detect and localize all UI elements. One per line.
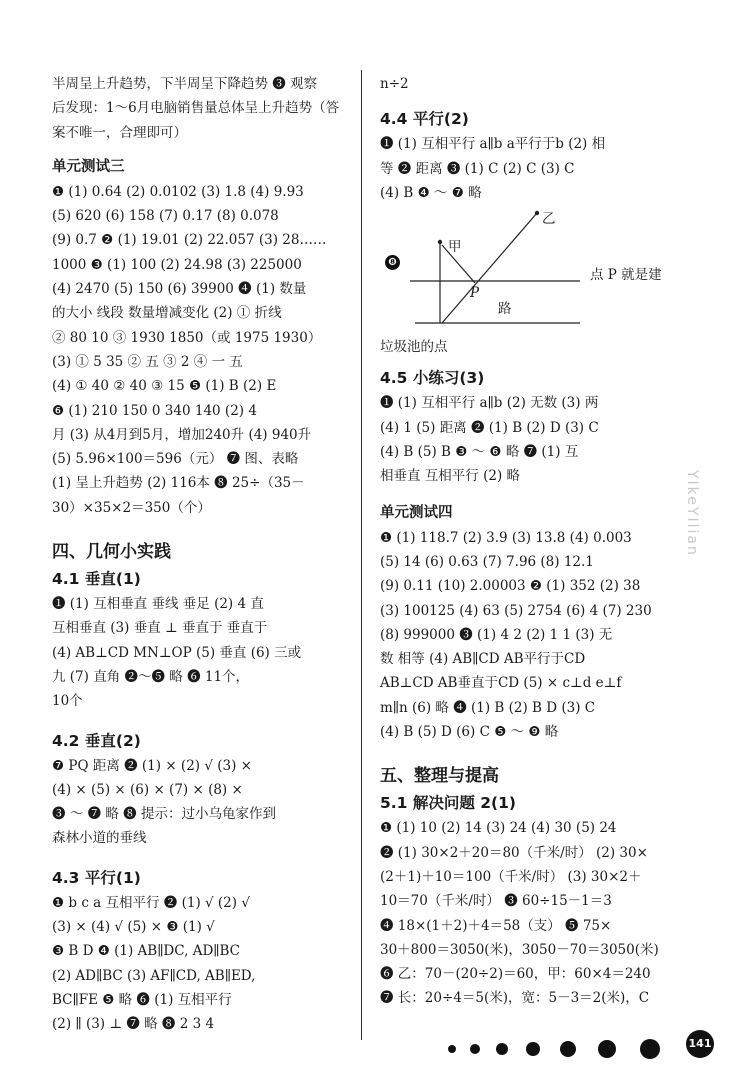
decor-dot bbox=[448, 1045, 456, 1053]
text-line: (9) 0.7 ❷ (1) 19.01 (2) 22.057 (3) 28…… bbox=[52, 232, 327, 249]
decor-dot bbox=[598, 1040, 616, 1058]
text-line: ❸ B D ❹ (1) AB∥DC, AD∥BC bbox=[52, 943, 240, 960]
section-title-4-5: 4.5 小练习(3) bbox=[380, 369, 485, 388]
text-line: (4) 1 (5) 距离 ❷ (1) B (2) D (3) C bbox=[380, 419, 599, 436]
text-line: 10个 bbox=[52, 693, 83, 710]
section-title-4-1: 4.1 垂直(1) bbox=[52, 570, 141, 589]
section-title-4-4: 4.4 平行(2) bbox=[380, 110, 469, 129]
chapter-title-4: 四、几何小实践 bbox=[52, 542, 171, 563]
text-line: (2＋1)＋10＝100（千米/时） (3) 30×2＋ bbox=[380, 868, 642, 885]
right-column bbox=[380, 72, 680, 1011]
decor-dot bbox=[470, 1044, 480, 1054]
text-line: (5) 5.96×100＝596（元） ❼ 图、表略 bbox=[52, 451, 299, 468]
text-line: 九 (7) 直角 ❷～❺ 略 ❻ 11个， bbox=[52, 668, 250, 685]
text-line: (2) ∥ (3) ⊥ ❼ 略 ❽ 2 3 4 bbox=[52, 1016, 215, 1033]
text-line: ❶ (1) 互相垂直 垂线 垂足 (2) 4 直 bbox=[52, 596, 264, 613]
unit3-answers bbox=[52, 180, 348, 520]
text-line: ❼ PQ 距离 ❷ (1) × (2) √ (3) × bbox=[52, 757, 252, 774]
text-line: ❼ 长：20÷4＝5(米)，宽：5－3＝2(米)，C bbox=[380, 990, 650, 1007]
column-divider bbox=[361, 70, 362, 1040]
text-line: 月 (3) 从4月到5月，增加240升 (4) 940升 bbox=[52, 426, 312, 443]
decor-dot bbox=[560, 1041, 576, 1057]
text-line: 森林小道的垂线 bbox=[52, 830, 147, 847]
text-line: ❸ ～ ❼ 略 ❽ 提示：过小乌龟家作到 bbox=[52, 806, 276, 823]
left-intro bbox=[52, 72, 348, 145]
section-title-5-1: 5.1 解决问题 2(1) bbox=[380, 794, 516, 813]
text-line: 相垂直 互相平行 (2) 略 bbox=[380, 468, 520, 485]
text-line: AB⊥CD AB垂直于CD (5) × c⊥d e⊥f bbox=[380, 675, 622, 692]
s51-answers bbox=[380, 816, 680, 1010]
text-line: n÷2 bbox=[380, 76, 409, 92]
text-line: ❶ (1) 互相平行 a∥b (2) 无数 (3) 两 bbox=[380, 395, 599, 412]
text-line: ❶ (1) 10 (2) 14 (3) 24 (4) 30 (5) 24 bbox=[380, 820, 617, 837]
text-line: ❻ 乙：70－(20÷2)＝60，甲：60×4＝240 bbox=[380, 966, 651, 983]
text-line: (4) ① 40 ② 40 ③ 15 ❺ (1) B (2) E bbox=[52, 378, 277, 395]
figure-number: ❽ bbox=[385, 255, 400, 270]
text-line: ❶ (1) 0.64 (2) 0.0102 (3) 1.8 (4) 9.93 bbox=[52, 183, 304, 200]
text-line: ❷ (1) 30×2＋20＝80（千米/时） (2) 30× bbox=[380, 844, 648, 861]
line-yi bbox=[442, 213, 537, 323]
decor-dot bbox=[496, 1043, 508, 1055]
s45-answers bbox=[380, 391, 680, 488]
text-line: (3) × (4) √ (5) × ❸ (1) √ bbox=[52, 919, 215, 936]
text-line: 互相垂直 (3) 垂直 ⊥ 垂直于 垂直于 bbox=[52, 620, 268, 637]
text-line: 10＝70（千米/时） ❸ 60÷15－1＝3 bbox=[380, 893, 612, 910]
chapter-title-5: 五、整理与提高 bbox=[380, 766, 499, 787]
section-title-unit3: 单元测试三 bbox=[52, 158, 125, 175]
side-brand-watermark: YIkeYIlian bbox=[684, 470, 700, 557]
text-line: (5) 620 (6) 158 (7) 0.17 (8) 0.078 bbox=[52, 208, 279, 225]
text-line: BC∥FE ❺ 略 ❻ (1) 互相平行 bbox=[52, 991, 232, 1008]
text-line: (8) 999000 ❸ (1) 4 2 (2) 1 1 (3) 无 bbox=[380, 626, 613, 643]
text-line: ② 80 10 ③ 1930 1850（或 1975 1930） bbox=[52, 329, 322, 346]
text-line: 半周呈上升趋势，下半周呈下降趋势 ❸ 观察 bbox=[52, 76, 318, 92]
s41-answers bbox=[52, 592, 348, 713]
text-line: (3) 100125 (4) 63 (5) 2754 (6) 4 (7) 230 bbox=[380, 602, 652, 619]
text-line: ❻ (1) 210 150 0 340 140 (2) 4 bbox=[52, 402, 257, 419]
text-line: ❶ (1) 118.7 (2) 3.9 (3) 13.8 (4) 0.003 bbox=[380, 529, 632, 546]
text-line: (3) ① 5 35 ② 五 ③ 2 ④ 一 五 bbox=[52, 353, 243, 370]
text-line: (4) B ❹ ～ ❼ 略 bbox=[380, 184, 482, 201]
decor-dot bbox=[640, 1039, 660, 1059]
text-line: 后发现：1～6月电脑销售量总体呈上升趋势（答 bbox=[52, 100, 340, 117]
text-line: 30）×35×2＝350（个） bbox=[52, 499, 211, 516]
section-title-unit4: 单元测试四 bbox=[380, 504, 453, 521]
s42-answers bbox=[52, 754, 348, 851]
page-dots-decoration bbox=[448, 1035, 688, 1061]
text-line: m∥n (6) 略 ❹ (1) B (2) B D (3) C bbox=[380, 699, 596, 716]
figure-caption: 点 P 就是建 bbox=[590, 267, 662, 284]
text-line: (4) B (5) B ❸ ～ ❻ 略 ❼ (1) 互 bbox=[380, 444, 579, 461]
text-line: 的大小 线段 数量增减变化 (2) ① 折线 bbox=[52, 305, 282, 322]
section-title-4-3: 4.3 平行(1) bbox=[52, 868, 141, 887]
text-line: 1000 ❸ (1) 100 (2) 24.98 (3) 225000 bbox=[52, 256, 302, 273]
text-line: ❹ 18×(1＋2)＋4＝58（支） ❺ 75× bbox=[380, 917, 612, 934]
point-jia bbox=[438, 240, 442, 244]
text-line: (4) 2470 (5) 150 (6) 39900 ❹ (1) 数量 bbox=[52, 281, 307, 298]
text-line: (5) 14 (6) 0.63 (7) 7.96 (8) 12.1 bbox=[380, 553, 594, 570]
point-yi bbox=[535, 211, 539, 215]
decor-dot bbox=[526, 1042, 540, 1056]
label-jia: 甲 bbox=[448, 239, 462, 256]
text-line: 等 ❷ 距离 ❸ (1) C (2) C (3) C bbox=[380, 160, 575, 177]
text-line: (1) 呈上升趋势 (2) 116本 ❽ 25÷（35－ bbox=[52, 475, 305, 492]
section-title-4-2: 4.2 垂直(2) bbox=[52, 731, 141, 750]
s44-answers bbox=[380, 132, 680, 205]
label-p: P bbox=[470, 285, 480, 302]
s43-answers bbox=[52, 891, 348, 1037]
unit4-answers bbox=[380, 526, 680, 745]
geometry-figure bbox=[380, 205, 680, 335]
page-number: 141 bbox=[686, 1030, 714, 1058]
label-road: 路 bbox=[498, 301, 512, 318]
left-column bbox=[52, 72, 348, 1037]
text-line: 数 相等 (4) AB∥CD AB平行于CD bbox=[380, 651, 586, 668]
text-line: (4) B (5) D (6) C ❺ ～ ❾ 略 bbox=[380, 724, 559, 741]
text-line: (9) 0.11 (10) 2.00003 ❷ (1) 352 (2) 38 bbox=[380, 578, 641, 595]
text-line: ❶ (1) 互相平行 a∥b a平行于b (2) 相 bbox=[380, 136, 606, 153]
text-line: 案不唯一，合理即可） bbox=[52, 124, 187, 141]
text-line: (4) AB⊥CD MN⊥OP (5) 垂直 (6) 三或 bbox=[52, 644, 302, 661]
text-line: ❶ b c a 互相平行 ❷ (1) √ (2) √ bbox=[52, 894, 250, 911]
label-yi: 乙 bbox=[542, 211, 556, 228]
text-line: (4) × (5) × (6) × (7) × (8) × bbox=[52, 781, 243, 798]
text-line: 垃圾池的点 bbox=[380, 339, 448, 356]
text-line: (2) AD∥BC (3) AF∥CD, AB∥ED, bbox=[52, 967, 256, 984]
text-line: 30＋800＝3050(米)，3050－70＝3050(米) bbox=[380, 941, 659, 958]
